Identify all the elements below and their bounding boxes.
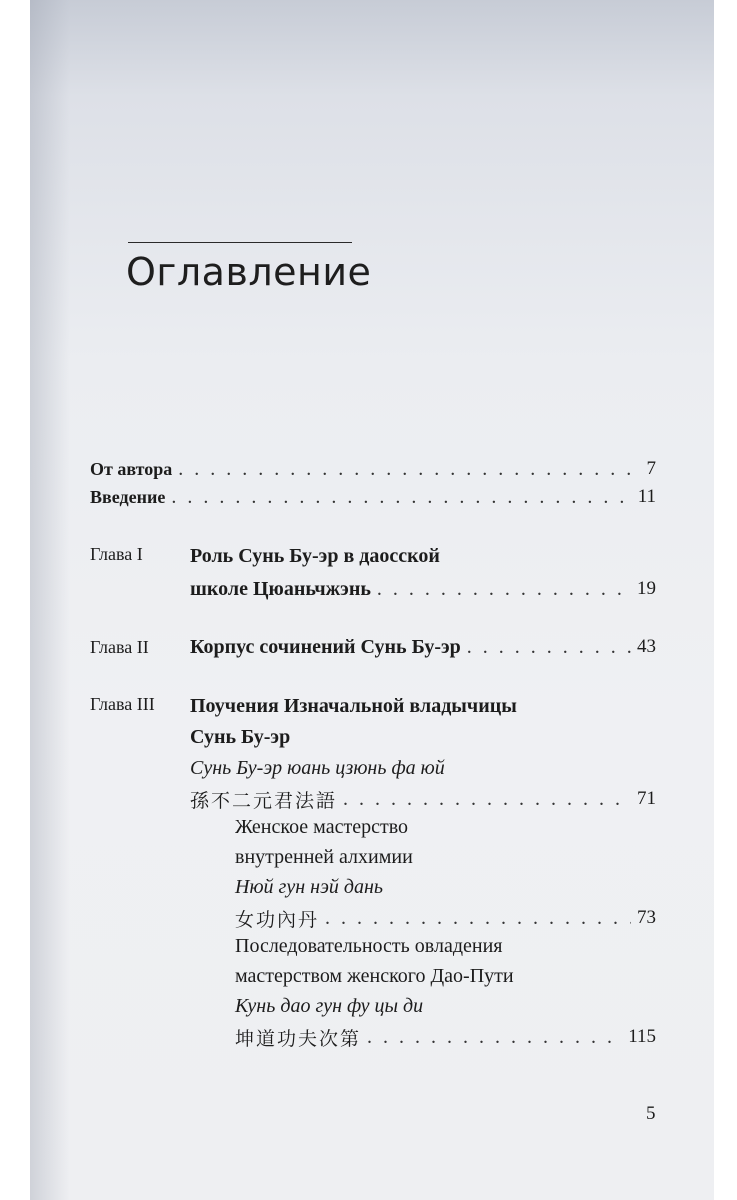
toc-entry-chapter-2 — [190, 632, 656, 662]
toc-page-number: 7 — [646, 458, 656, 479]
chinese-title: 女功內丹 — [235, 908, 320, 931]
toc-entry-chapter-1 — [190, 574, 656, 604]
chapter-title-line: Сунь Бу-эр — [190, 726, 291, 748]
toc-page-number: 43 — [637, 636, 656, 657]
toc-page-number: 115 — [628, 1026, 656, 1047]
book-page — [30, 0, 714, 1200]
toc-entry-section-1 — [235, 903, 656, 933]
toc-page-number: 11 — [637, 486, 656, 507]
toc-entry-intro — [90, 482, 656, 512]
transliteration: Кунь дао гун фу цы ди — [235, 995, 424, 1017]
section-title-line: внутренней алхимии — [235, 846, 413, 868]
toc-entry-author — [90, 454, 656, 484]
dot-leader — [171, 486, 631, 509]
dot-leader — [325, 907, 631, 930]
toc-page-number: 73 — [637, 907, 656, 928]
chapter-label: Глава I — [90, 544, 143, 564]
chapter-title-line: школе Цюаньчжэнь — [190, 577, 371, 600]
dot-leader — [377, 578, 631, 601]
toc-page-number: 19 — [637, 578, 656, 599]
section-title-line: Последовательность овладения — [235, 935, 503, 957]
toc-entry-title: От автора — [90, 458, 173, 479]
toc-entry-title: Введение — [90, 486, 166, 507]
chinese-title: 孫不二元君法語 — [190, 789, 338, 812]
dot-leader — [343, 788, 631, 811]
dot-leader — [178, 458, 640, 481]
toc-entry-chapter-3 — [190, 784, 656, 814]
transliteration: Нюй гун нэй дань — [235, 876, 384, 898]
chapter-label: Глава II — [90, 637, 149, 657]
dot-leader — [467, 636, 631, 659]
section-title-line: Женское мастерство — [235, 816, 408, 838]
chapter-title-line: Поучения Изначальной владычицы — [190, 695, 517, 717]
dot-leader — [367, 1026, 622, 1049]
heading-rule — [128, 242, 352, 243]
toc-page-number: 71 — [637, 788, 656, 809]
chapter-title-line: Корпус сочинений Сунь Бу-эр — [190, 635, 461, 658]
chapter-title-line: Роль Сунь Бу-эр в даосской — [190, 545, 440, 567]
page-title: Оглавление — [126, 250, 372, 294]
chapter-label: Глава III — [90, 694, 155, 714]
toc-entry-section-2 — [235, 1022, 656, 1052]
section-title-line: мастерством женского Дао-Пути — [235, 965, 514, 987]
page-number: 5 — [646, 1103, 656, 1124]
chinese-title: 坤道功夫次第 — [235, 1027, 362, 1050]
transliteration: Сунь Бу-эр юань цзюнь фа юй — [190, 757, 445, 779]
